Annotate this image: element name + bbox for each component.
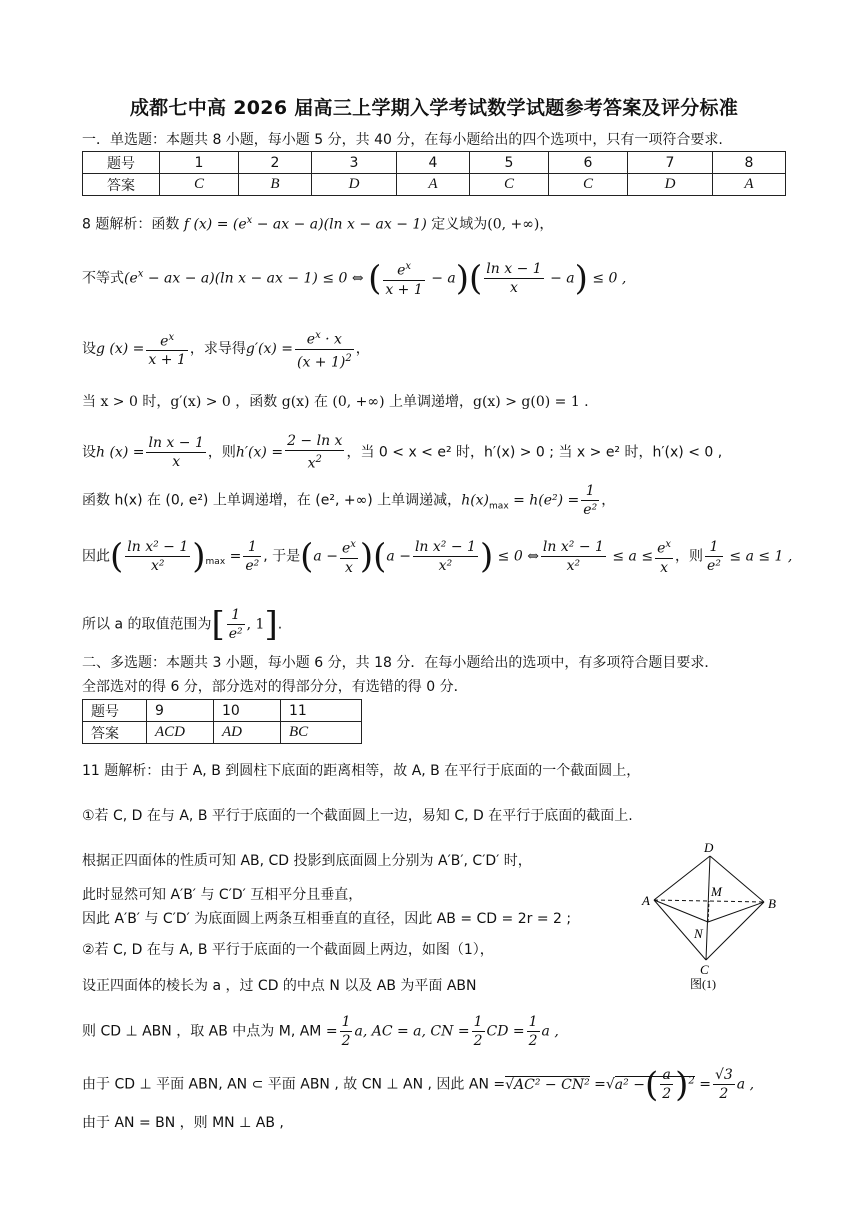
figure-caption: 图(1) xyxy=(690,977,716,991)
q8-line1: 8 题解析：函数 f $(x) = (e^x$ − ax − a)(ln x − ax − 1) 定义域为(0, +∞)， xyxy=(82,215,554,233)
row-label-answer: 答案 xyxy=(83,174,160,196)
section1-heading: 一．单选题：本题共 8 小题，每小题 5 分，共 40 分，在每小题给出的四个选项中，只有一项符合要求. xyxy=(82,132,723,148)
math-expression: , 1 xyxy=(246,616,265,633)
label-M: M xyxy=(711,884,722,899)
subscript: max xyxy=(489,501,509,512)
label-N: N xyxy=(694,926,703,941)
answer-cell: ACD xyxy=(147,722,214,744)
q8-line7: 因此( $\frac{\text{ln x² − 1}}{\text{x²}}$ )$_{max}$ = $\frac{1}{\text{e²}}$ , 于是(a − $\frac{e^x}{x}$ )(a − $\frac{\text{ln x² − 1}}{\text{x²}}$ ) ≤ 0 ⇔ $\frac{\text{ln x² − 1}}{\text{x²}}$ ≤ a ≤ $\frac{e^x}{x}$ ，则 $\frac{1}{\text{e²}}$ ≤ a ≤ 1 , xyxy=(82,536,793,577)
fraction: $\frac{1}{\text{e²}}$ xyxy=(245,538,260,574)
text: 不等式 xyxy=(82,270,124,287)
q11-line2: ①若 C, D 在与 A, B 平行于底面的一个截面圆上一边，易知 C, D 在平行于底面的截面上. xyxy=(82,808,633,824)
segment-AN xyxy=(654,900,708,922)
math-expression: = xyxy=(225,548,242,565)
math-expression: h (x) = xyxy=(96,444,145,461)
math-expression: h′(x) = xyxy=(235,444,284,461)
text: 设 xyxy=(82,444,96,461)
math-expression: ≤ a ≤ xyxy=(607,548,654,565)
fraction: $\frac{\text{ln x − 1}}{x}$ xyxy=(148,434,204,470)
math-expression: ≤ 0 , xyxy=(587,270,627,287)
edge-DC xyxy=(706,856,710,960)
row-label-question: 题号 xyxy=(83,152,160,174)
q11-line5: 因此 A′B′ 与 C′D′ 为底面圆上两条互相垂直的直径，因此 AB = CD = 2r = 2 ; xyxy=(82,911,572,927)
section2-heading-line2: 全部选对的得 6 分，部分选对的得部分分，有选错的得 0 分． xyxy=(82,679,468,695)
q11-line1: 11 题解析：由于 A, B 到圆柱下底面的距离相等，故 A, B 在平行于底面的一个截面圆上， xyxy=(82,763,641,779)
answer-cell: A xyxy=(712,174,785,196)
multi-choice-answer-table xyxy=(82,699,362,744)
question-number: 5 xyxy=(469,152,548,174)
q8-line2: 不等式($e^x$ − ax − a)(ln x − ax − 1) ≤ 0 ⇔ ( $\frac{e^x}{x + 1}$ − a)( $\frac{\text{ln x − 1}}{x}$ − a) ≤ 0 , xyxy=(82,258,627,299)
answer-cell: C xyxy=(160,174,239,196)
q11-line8 xyxy=(82,1013,559,1050)
fraction: $\frac{e^x}{x}$ xyxy=(340,536,358,577)
edge-CB xyxy=(706,902,764,960)
math-expression: ≤ 0 ⇔ xyxy=(493,548,539,565)
math-expression: ≤ a ≤ 1 , xyxy=(724,548,793,565)
math-expression: − a xyxy=(545,270,575,287)
fraction: $\frac{\text{ln x² − 1}}{\text{x²}}$ xyxy=(414,538,476,574)
text: ， xyxy=(355,341,370,358)
table-row-numbers xyxy=(83,700,362,722)
fraction: $\frac{e^x \cdot x}{(x + 1)^2}$ xyxy=(295,327,354,371)
text: ， xyxy=(601,492,616,509)
q11-line3: 根据正四面体的性质可知 AB, CD 投影到底面圆上分别为 A′B′, C′D′ 时， xyxy=(82,853,532,869)
question-number: 7 xyxy=(628,152,713,174)
math-expression: a − xyxy=(313,548,338,565)
table-row-answers xyxy=(83,722,362,744)
fraction: $\frac{e^x}{x}$ xyxy=(655,536,673,577)
q8-line8: 所以 a 的取值范围为[ $\frac{1}{\text{e²}}$ , 1]. xyxy=(82,604,283,645)
math-expression: g (x) = xyxy=(96,341,145,358)
text: ，求导得 xyxy=(189,341,246,358)
row-label-answer: 答案 xyxy=(83,722,147,744)
question-number: 9 xyxy=(147,700,214,722)
fraction: $\frac{1}{2}$ xyxy=(473,1014,483,1049)
math-expression: (e xyxy=(124,270,138,287)
math-expression: = xyxy=(694,1076,711,1093)
text: 函数 h(x) 在 (0, e²) 上单调递增，在 (e², +∞) 上单调递减， xyxy=(82,492,462,509)
text: . xyxy=(277,616,283,633)
fraction: $\frac{\text{ln x − 1}}{x}$ xyxy=(486,260,542,296)
row-label-question: 题号 xyxy=(83,700,147,722)
math-expression: = h(e²) = xyxy=(508,492,580,509)
fraction: $\frac{\text{2 − ln x}}{x^2}$ xyxy=(287,433,343,472)
math-expression: f (x) = (e xyxy=(183,216,247,233)
math-expression: a − xyxy=(386,548,411,565)
q8-line5 xyxy=(82,432,722,473)
question-number: 10 xyxy=(214,700,281,722)
answer-cell: B xyxy=(239,174,312,196)
text: , 于是 xyxy=(263,548,301,565)
single-choice-answer-table xyxy=(82,151,786,196)
label-B: B xyxy=(768,896,776,911)
q8-line3 xyxy=(82,327,370,371)
q11-line4: 此时显然可知 A′B′ 与 C′D′ 互相平分且垂直， xyxy=(82,887,363,903)
label-A: A xyxy=(642,893,650,908)
answer-cell: AD xyxy=(214,722,281,744)
math-expression: a, AC = a, CN = xyxy=(354,1023,470,1040)
fraction: $\frac{\text{ln x² − 1}}{\text{x²}}$ xyxy=(127,538,189,574)
question-number: 8 xyxy=(712,152,785,174)
answer-cell: BC xyxy=(281,722,362,744)
math-expression: CD = xyxy=(486,1023,525,1040)
page-title: 成都七中高 2026 届高三上学期入学考试数学试题参考答案及评分标准 xyxy=(129,97,739,119)
q11-line6: ②若 C, D 在与 A, B 平行于底面的一个截面圆上两边，如图（1）， xyxy=(82,942,494,958)
fraction: $\frac{√3}{2}$ xyxy=(714,1067,733,1102)
text: 因此 xyxy=(82,548,110,565)
text: 所以 a 的取值范围为 xyxy=(82,616,212,633)
edge-AD xyxy=(654,856,710,900)
q8-line6 xyxy=(82,482,615,519)
fraction: $\frac{1}{\text{e²}}$ xyxy=(583,483,598,518)
question-number: 3 xyxy=(312,152,397,174)
math-expression: g′(x) = xyxy=(245,341,293,358)
math-expression: − a xyxy=(426,270,456,287)
fraction: $\frac{e^x}{x + 1}$ xyxy=(383,258,424,299)
fraction: $\frac{1}{2}$ xyxy=(341,1014,351,1049)
question-number: 4 xyxy=(396,152,469,174)
math-expression: = xyxy=(589,1076,606,1093)
q8-line4: 当 x > 0 时，g′(x) > 0 ，函数 g(x) 在 (0, +∞) 上单调递增，g(x) > g(0) = 1 . xyxy=(82,394,589,410)
math-expression: (0, +∞) xyxy=(487,216,540,233)
text: ，则 xyxy=(207,444,236,461)
sqrt-expression: √AC² − CN² xyxy=(505,1076,590,1093)
text: ，当 0 < x < e² 时，h′(x) > 0 ; 当 x > e² 时，h′(x) < 0 , xyxy=(346,444,723,461)
table-row-answers xyxy=(83,174,786,196)
q11-line10: 由于 AN = BN ，则 MN ⊥ AB , xyxy=(82,1115,284,1131)
text: 则 CD ⊥ ABN ，取 AB 中点为 M, AM = xyxy=(82,1023,338,1040)
subscript: max xyxy=(205,557,226,568)
q8-label: 8 题解析：函数 xyxy=(82,216,180,233)
answer-cell: C xyxy=(548,174,627,196)
table-row-numbers xyxy=(83,152,786,174)
question-number: 11 xyxy=(281,700,362,722)
text: ，则 xyxy=(675,548,704,565)
question-number: 2 xyxy=(239,152,312,174)
tetrahedron-figure xyxy=(632,842,792,992)
label-D: D xyxy=(704,842,714,855)
text: 定义域为 xyxy=(431,216,488,233)
text: ， xyxy=(539,216,554,233)
question-number: 6 xyxy=(548,152,627,174)
text: 由于 CD ⊥ 平面 ABN, AN ⊂ 平面 ABN , 故 CN ⊥ AN , 因此 AN = xyxy=(82,1076,506,1093)
math-expression: a , xyxy=(736,1076,755,1093)
math-expression: h(x) xyxy=(461,492,490,509)
fraction: $\frac{1}{\text{e²}}$ xyxy=(228,607,243,642)
text: 设 xyxy=(82,341,96,358)
sqrt-expression: √a² −( $\frac{a}{2}$ )$^2$ xyxy=(605,1064,695,1105)
q11-line9 xyxy=(82,1066,754,1103)
fraction: $\frac{1}{\text{e²}}$ xyxy=(707,538,721,574)
segment-NB xyxy=(708,902,764,922)
answer-cell: A xyxy=(396,174,469,196)
math-expression: − ax − a)(ln x − ax − 1) ≤ 0 ⇔ xyxy=(143,270,364,287)
answer-cell: C xyxy=(469,174,548,196)
label-C: C xyxy=(700,962,709,977)
fraction: $\frac{\text{ln x² − 1}}{\text{x²}}$ xyxy=(542,538,604,574)
answer-cell: D xyxy=(312,174,397,196)
math-expression: a , xyxy=(541,1023,559,1040)
fraction: $\frac{1}{2}$ xyxy=(528,1014,538,1049)
answer-cell: D xyxy=(628,174,713,196)
math-expression: − ax − a)(ln x − ax − 1) xyxy=(252,216,427,233)
section2-heading-line1: 二、多选题：本题共 3 小题，每小题 6 分，共 18 分．在每小题给出的选项中，有多项符合题目要求． xyxy=(82,655,719,671)
fraction: $\frac{e^x}{x + 1}$ xyxy=(146,329,187,370)
q11-line7: 设正四面体的棱长为 a ，过 CD 的中点 N 以及 AB 为平面 ABN xyxy=(82,978,477,994)
question-number: 1 xyxy=(160,152,239,174)
